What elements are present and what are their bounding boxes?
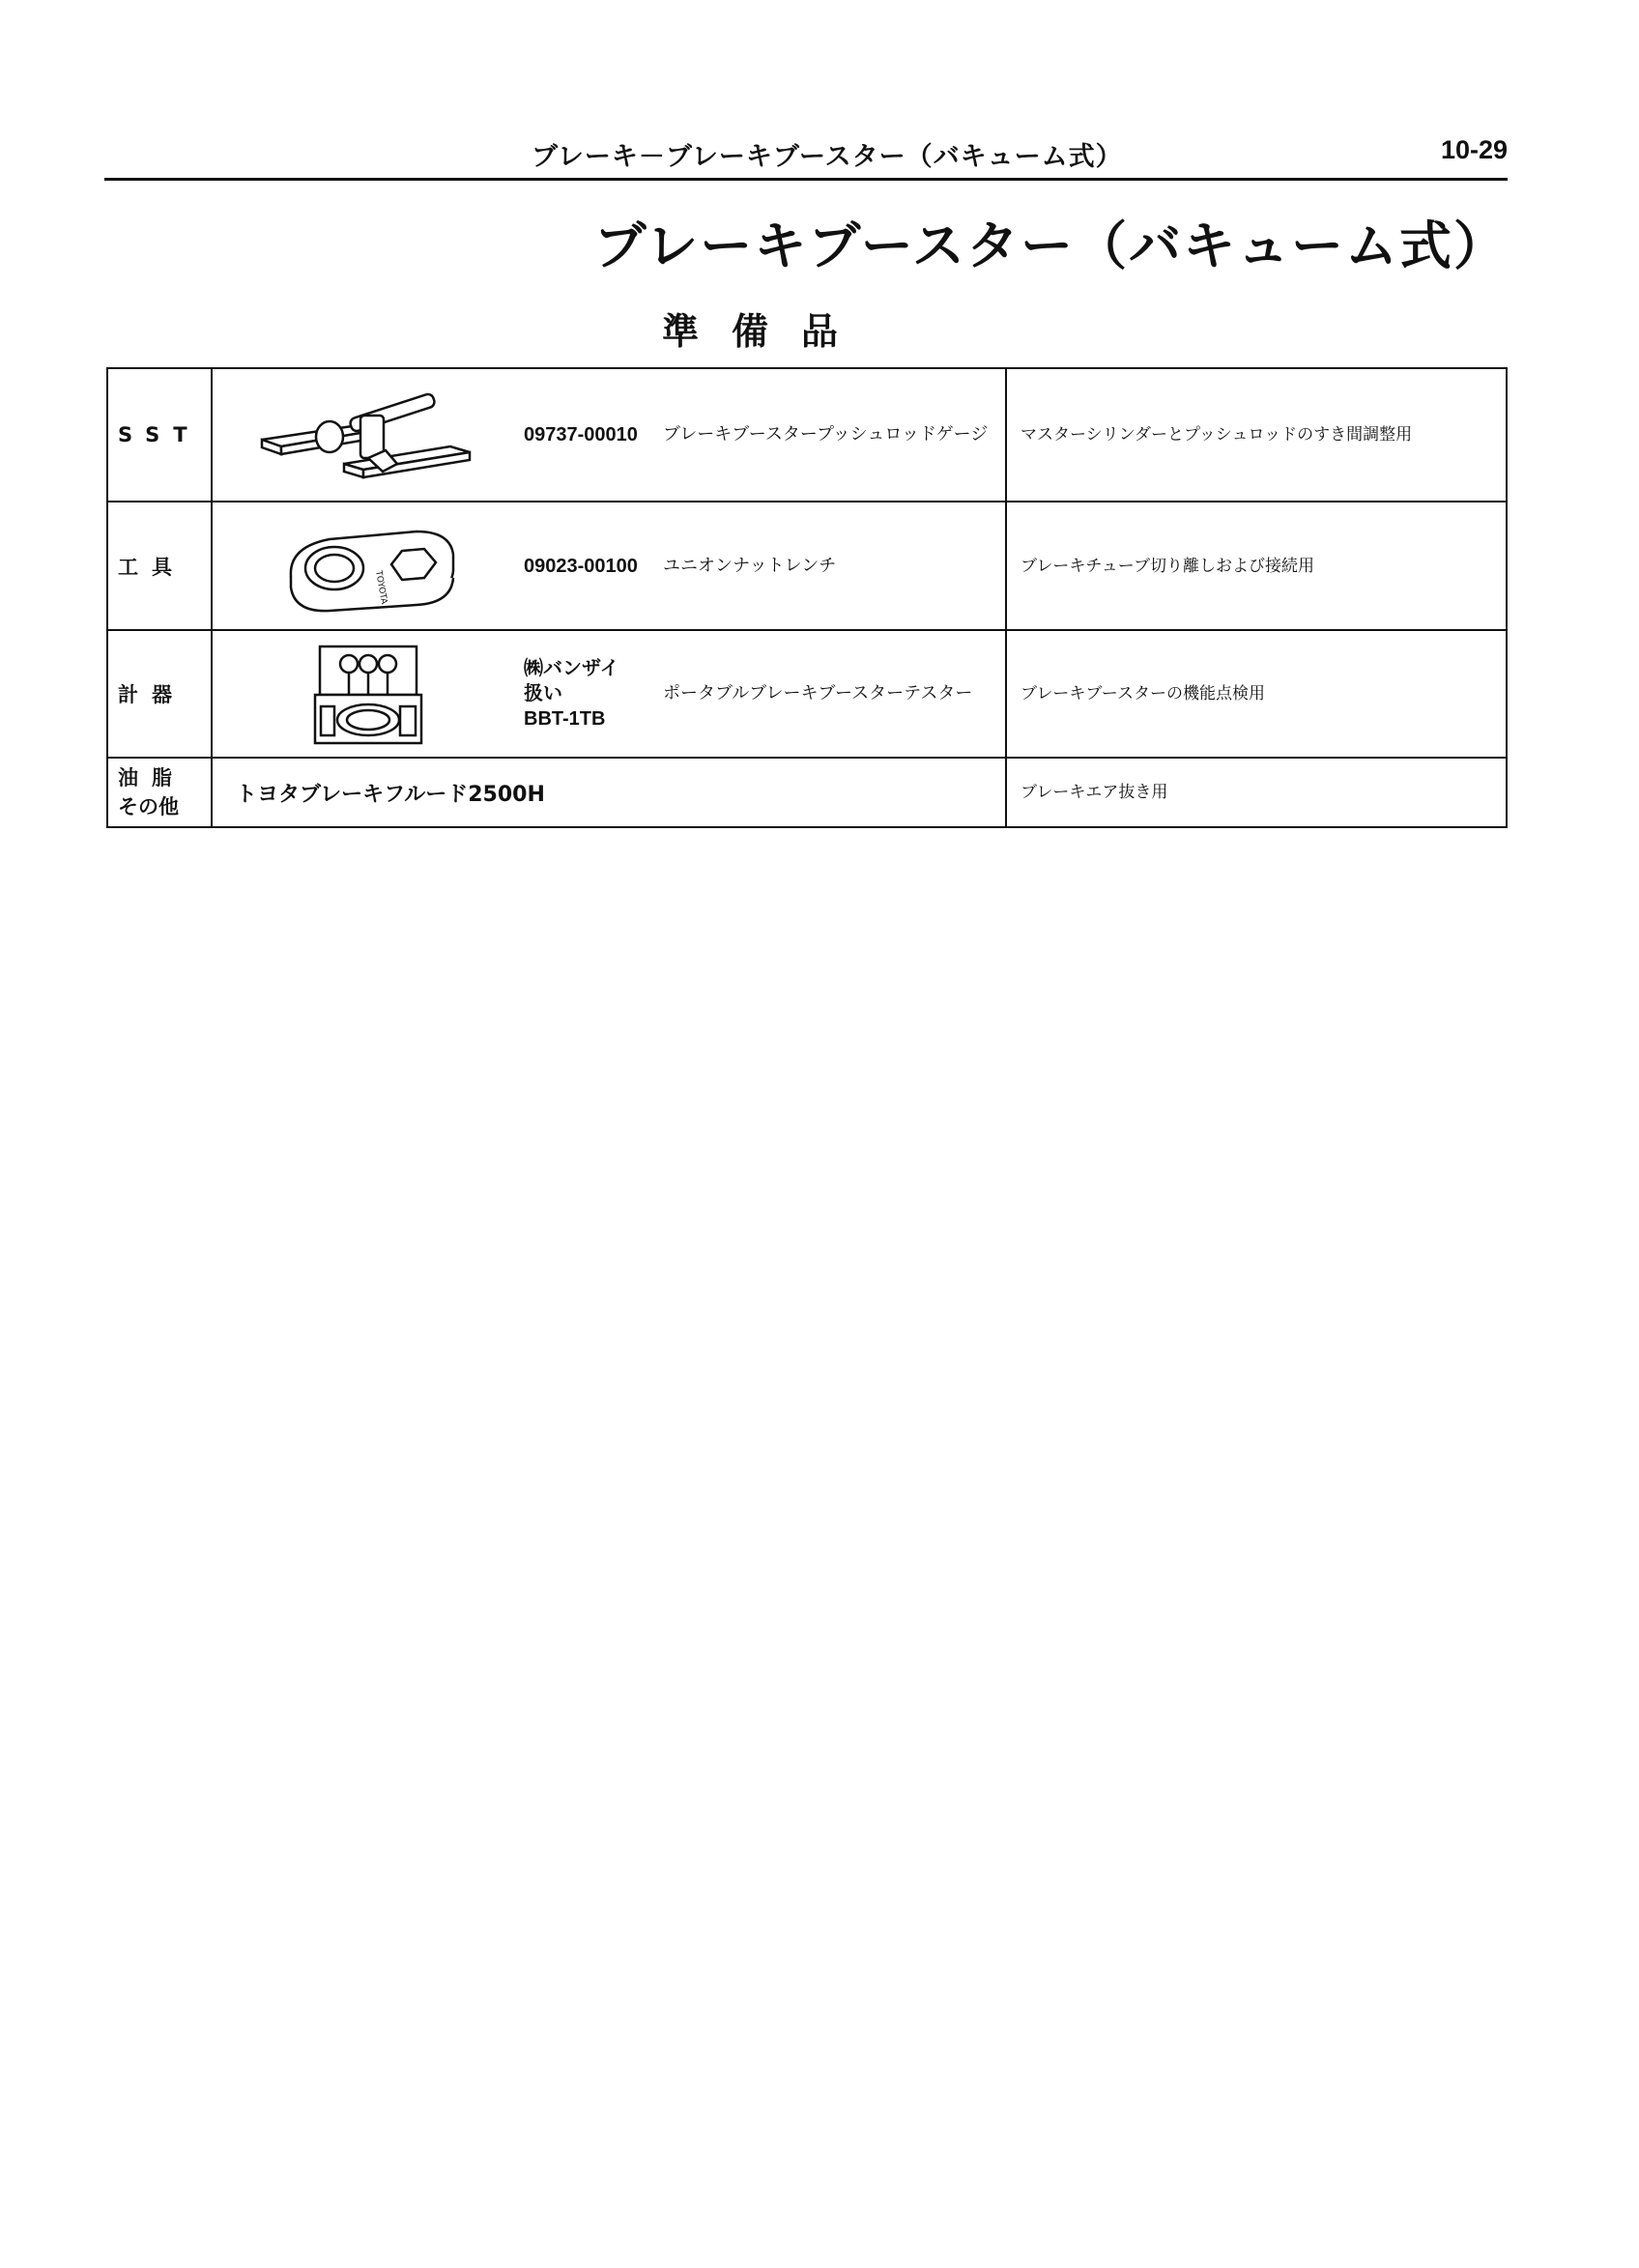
category-cell: 工具 xyxy=(107,502,212,630)
category-cell: 計器 xyxy=(107,630,212,758)
use-cell: ブレーキブースターの機能点検用 xyxy=(1006,630,1507,758)
union-nut-wrench-illustration xyxy=(213,518,524,615)
booster-tester-case-illustration xyxy=(213,639,524,750)
item-cell xyxy=(212,368,1006,502)
category-cell: SST xyxy=(107,368,212,502)
part-number: ㈱バンザイ 扱い BBT-1TB xyxy=(524,658,619,730)
item-cell xyxy=(212,502,1006,630)
page-number: 10-29 xyxy=(1440,135,1508,164)
page-title: ブレーキブースター（バキューム式） xyxy=(593,215,1508,276)
table-row xyxy=(107,630,1507,758)
part-number: 09023-00100 xyxy=(524,555,638,577)
running-title: ブレーキ－ブレーキブースター（バキューム式） xyxy=(532,142,1123,172)
use-cell: ブレーキチューブ切り離しおよび接続用 xyxy=(1006,502,1507,630)
svg-text:TOYOTA: TOYOTA xyxy=(373,569,388,605)
item-cell xyxy=(212,630,1006,758)
table-row xyxy=(107,368,1507,502)
table-row xyxy=(107,758,1507,827)
running-header xyxy=(104,133,1508,181)
item-cell xyxy=(212,758,1006,827)
pushrod-gauge-illustration xyxy=(213,387,524,483)
use-cell: マスターシリンダーとプッシュロッドのすき間調整用 xyxy=(1006,368,1507,502)
item-name: ポータブルブレーキブースターテスター xyxy=(663,683,973,703)
section-title: 準備品 xyxy=(662,310,872,353)
category-cell: 油脂 その他 xyxy=(107,758,212,827)
item-name: トヨタブレーキフルード2500H xyxy=(236,782,545,807)
item-name: ユニオンナットレンチ xyxy=(663,555,837,576)
equipment-table xyxy=(106,367,1508,828)
item-name: ブレーキブースタープッシュロッドゲージ xyxy=(663,424,989,445)
use-cell: ブレーキエア抜き用 xyxy=(1006,758,1507,827)
part-number: 09737-00010 xyxy=(524,424,638,445)
table-row xyxy=(107,502,1507,630)
